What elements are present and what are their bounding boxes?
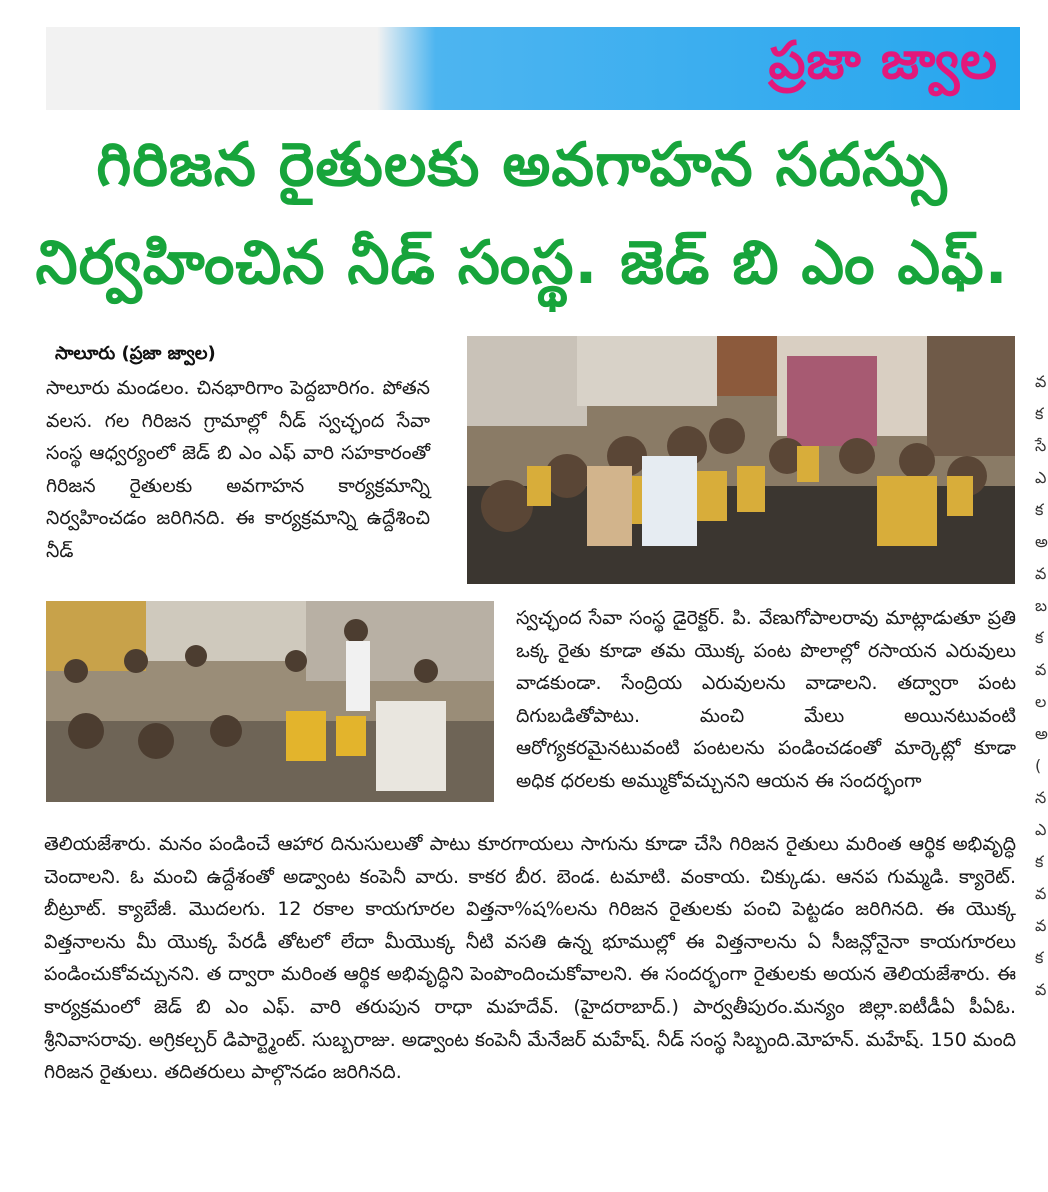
adjacent-column-fragment xyxy=(1035,366,1047,1006)
gutter-char: సే xyxy=(1035,436,1047,455)
article-paragraph-director-quote: స్వచ్ఛంద సేవా సంస్థ డైరెక్టర్. పి. వేణుగోపాలరావు మాట్లాడుతూ ప్రతి ఒక్క రైతు కూడా తమ యొక్క పంట పొలాల్లో రసాయన ఎరువులు వాడకుండా. సేంద్రియ ఎరువులను వాడాలని. తద్వారా పంట దిగుబడితోపాటు. మంచి మేలు అయినటువంటి ఆరోగ్యకరమైనటువంటి పంటలను పండించడంతో మార్కెట్లో కూడా అధిక ధరలకు అమ్ముకోవచ్చునని ఆయన ఈ సందర్భంగా xyxy=(516,607,1016,792)
article-paragraph-body: తెలియజేశారు. మనం పండించే ఆహార దినుసులుతో పాటు కూరగాయలు సాగును కూడా చేసి గిరిజన రైతులు మరింత ఆర్థిక అభివృద్ధి చెందాలని. ఓ మంచి ఉద్దేశంతో అడ్వాంట కంపెనీ వారు. కాకర బీర. బెండ. టమాటి. వంకాయ. చిక్కుడు. ఆనప గుమ్మడి. క్యారెట్. బీట్రూట్. క్యాబేజీ. మొదలగు. 12 రకాల కాయగూరల విత్తనా%ష%లను గిరిజన రైతులకు పంచి పెట్టడం జరిగినది. ఈ యొక్క విత్తనాలను మీ యొక్క పేరడీ తోటలో లేదా మీయొక్క నీటి వసతి ఉన్న భూముల్లో ఈ విత్తనాలను ఏ సీజన్లోనైనా కాయగూరలు పండించుకోవచ్చునని. త ద్వారా మరింత ఆర్థిక అభివృద్ధిని పెంపొందించుకోవాలని. ఈ సందర్భంగా రైతులకు అయన తెలియజేశారు. ఈ కార్యక్రమంలో జెడ్ బి ఎం ఎఫ్. వారి తరుపున రాధా మహదేవ్. (హైదరాబాద్.) పార్వతీపురం.మన్యం జిల్లా.ఐటీడీఏ పీఏఓ. శ్రీనివాసరావు. అగ్రికల్చర్ డిపార్ట్మెంట్. సుబ్బరాజు. అడ్వాంట కంపెనీ మేనేజర్ మహేష్. నీడ్ సంస్థ సిబ్బంది.మోహన్. మహేష్. 150 మంది గిరిజన రైతులు. తదితరులు పాల్గొనడం జరిగినది. xyxy=(44,833,1016,1084)
gutter-char: వ xyxy=(1035,916,1047,935)
gutter-char: అ xyxy=(1035,532,1048,551)
gutter-char: క xyxy=(1035,852,1044,871)
photo-farmers-illustration xyxy=(467,336,1015,584)
gutter-char: ఎ xyxy=(1035,468,1047,487)
article-paragraph-intro: సాలూరు మండలం. చినభారిగాం పెద్దబారిగం. పోతన వలస. గల గిరిజన గ్రామాల్లో నీడ్ స్వచ్ఛంద సేవా సంస్థ ఆధ్వర్యంలో జెడ్ బి ఎం ఎఫ్ వారి సహకారంతో గిరిజన రైతులకు అవగాహన కార్యక్రమాన్ని నిర్వహించడం జరిగినది. ఈ కార్యక్రమాన్ని ఉద్దేశించి నీడ్ xyxy=(46,377,430,562)
gutter-char: వ xyxy=(1035,884,1047,903)
gutter-char: న xyxy=(1035,788,1047,807)
gutter-char: వ xyxy=(1035,564,1047,583)
photo-farmers-with-seed-packets xyxy=(467,336,1015,584)
gutter-char: వ xyxy=(1035,372,1047,391)
newspaper-name: ప్రజా జ్వాల xyxy=(768,31,998,91)
gutter-char: క xyxy=(1035,500,1044,519)
dateline: సాలూరు (ప్రజా జ్వాల) xyxy=(55,343,216,364)
gutter-char: ఎ xyxy=(1035,820,1047,839)
masthead-banner xyxy=(46,27,1020,110)
gutter-char: క xyxy=(1035,948,1044,967)
headline-line-1: గిరిజన రైతులకు అవగాహన సదస్సు xyxy=(96,130,948,200)
gutter-char: అ xyxy=(1035,724,1048,743)
gutter-char: వ xyxy=(1035,660,1047,679)
headline-line-2: నిర్వహించిన నీడ్ సంస్థ. జెడ్ బి ఎం ఎఫ్. xyxy=(35,228,1009,298)
gutter-char: క xyxy=(1035,628,1044,647)
gutter-char: ( xyxy=(1035,756,1042,775)
gutter-char: వ xyxy=(1035,980,1047,999)
gutter-char: క xyxy=(1035,404,1044,423)
gutter-char: బ xyxy=(1035,596,1048,615)
photo-farmers-meeting xyxy=(46,601,494,802)
photo-meeting-illustration xyxy=(46,601,494,802)
gutter-char: ల xyxy=(1035,692,1047,711)
